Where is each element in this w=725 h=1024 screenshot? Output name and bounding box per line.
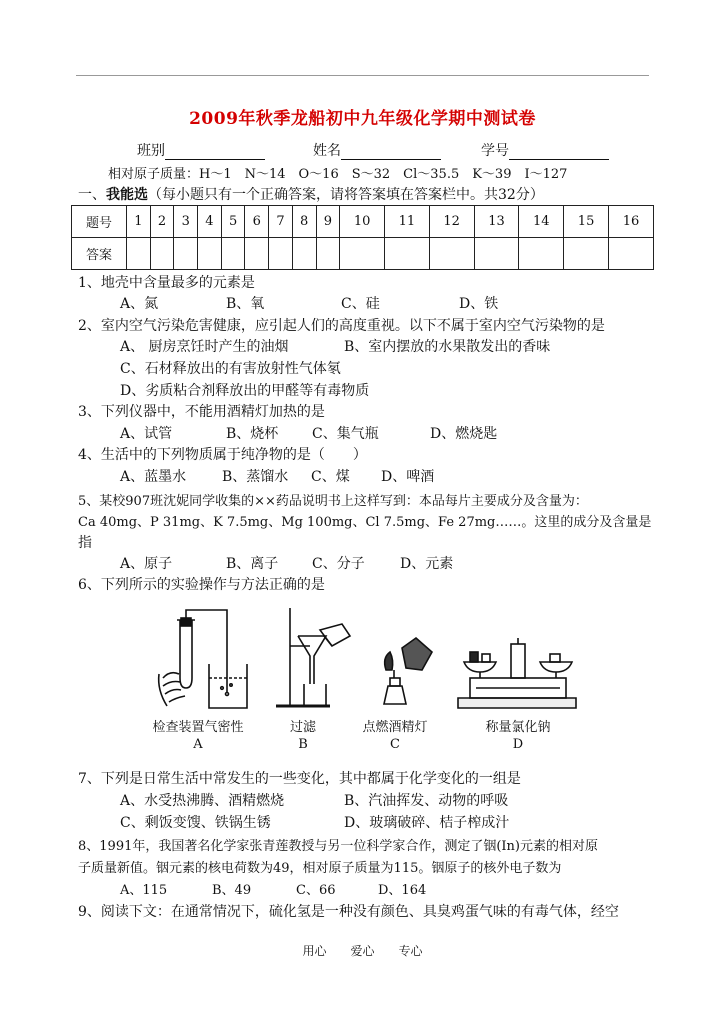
answer-cell[interactable] [340,238,385,270]
q8-line-2: 子质量新值。铟元素的核电荷数为49，相对原子质量为115。铟原子的核外电子数为 [78,861,562,876]
q4-stem: 4、生活中的下列物质属于纯净物的是（ ） [78,447,367,463]
figure-a-airtightness-check [155,608,255,713]
question-number: 5 [221,206,245,238]
q8-line-1: 8、1991年，我国著名化学家张青莲教授与另一位科学家合作，测定了铟(In)元素的相对原 [78,839,599,854]
q5-option-d[interactable]: D、元素 [400,556,454,572]
q3-option-c[interactable]: C、集气瓶 [312,426,379,442]
answer-cell[interactable] [474,238,519,270]
question-number: 8 [292,206,316,238]
question-number: 13 [474,206,519,238]
q4-option-d[interactable]: D、啤酒 [381,469,435,485]
row-label-number: 题号 [72,206,127,238]
question-number: 2 [150,206,174,238]
q7-stem: 7、下列是日常生活中常发生的一些变化，其中都属于化学变化的一组是 [78,771,521,787]
q8-option-c[interactable]: C、66 [296,883,336,898]
answer-cell[interactable] [564,238,609,270]
figure-d-weigh-sodium-chloride [456,636,581,712]
q6-stem: 6、下列所示的实验操作与方法正确的是 [78,577,325,593]
figure-c-caption: 点燃酒精灯 [362,720,428,735]
q9-line-1: 9、阅读下文：在通常情况下，硫化氢是一种没有颜色、具臭鸡蛋气味的有毒气体，经空 [78,904,619,920]
q1-stem: 1、地壳中含量最多的元素是 [78,275,255,291]
name-label: 姓名 [313,143,341,159]
question-number: 15 [564,206,609,238]
figure-b-caption: 过滤 [289,720,316,735]
class-label: 班别 [137,143,165,159]
q8-option-a[interactable]: A、115 [120,883,168,898]
question-number: 7 [269,206,293,238]
question-number: 6 [245,206,269,238]
answer-table-row-answers [72,238,654,270]
question-number: 11 [384,206,429,238]
answer-cell[interactable] [221,238,245,270]
q4-option-c[interactable]: C、煤 [311,469,350,485]
q5-line-2: Ca 40mg、P 31mg、K 7.5mg、Mg 100mg、Cl 7.5mg、Fe 27mg……。这里的成分及含量是 [78,515,652,530]
q1-option-d[interactable]: D、铁 [459,296,499,312]
question-number: 3 [174,206,198,238]
q7-option-b[interactable]: B、汽油挥发、动物的呼吸 [344,793,509,809]
page-footer: 用心 爱心 专心 [302,944,423,958]
answer-cell[interactable] [429,238,474,270]
id-label: 学号 [481,143,509,159]
answer-cell[interactable] [316,238,340,270]
q8-option-b[interactable]: B、49 [212,883,252,898]
question-number: 4 [198,206,222,238]
figure-b-letter: B [298,737,308,752]
answer-cell[interactable] [198,238,222,270]
question-number: 14 [519,206,564,238]
answer-cell[interactable] [127,238,151,270]
q3-option-b[interactable]: B、烧杯 [226,426,279,442]
q3-option-d[interactable]: D、燃烧匙 [430,426,498,442]
q2-stem: 2、室内空气污染危害健康，应引起人们的高度重视。以下不属于室内空气污染物的是 [78,318,605,334]
figure-d-caption: 称量氯化钠 [485,720,551,735]
answer-cell[interactable] [245,238,269,270]
answer-table-row-numbers [72,206,654,238]
figure-b-filtration [270,606,370,711]
q1-option-c[interactable]: C、硅 [341,296,380,312]
answer-cell[interactable] [608,238,653,270]
row-label-answer: 答案 [72,238,127,270]
q2-option-d[interactable]: D、劣质粘合剂释放出的甲醛等有毒物质 [120,383,370,399]
q3-stem: 3、下列仪器中，不能用酒精灯加热的是 [78,404,325,420]
q5-option-a[interactable]: A、原子 [120,556,173,572]
q8-option-d[interactable]: D、164 [378,883,427,898]
answer-cell[interactable] [174,238,198,270]
figure-c-light-alcohol-lamp [372,630,442,712]
atomic-mass-line: 相对原子质量：H～1 N～14 O～16 S～32 Cl～35.5 K～39 I～127 [108,167,568,182]
header-rule [76,75,649,76]
q5-line-1: 5、某校907班沈妮同学收集的××药品说明书上这样写到：本品每片主要成分及含量为： [78,494,588,509]
figure-a-caption: 检查装置气密性 [152,720,244,735]
q5-line-3: 指 [78,535,92,551]
q7-option-a[interactable]: A、水受热沸腾、酒精燃烧 [120,793,285,809]
class-blank[interactable] [165,144,265,160]
q7-option-c[interactable]: C、剩饭变馊、铁锅生锈 [120,815,271,831]
answer-cell[interactable] [384,238,429,270]
q1-option-a[interactable]: A、氮 [120,296,159,312]
section1-prefix: 一、 [78,187,106,203]
name-field [313,140,441,160]
q1-option-b[interactable]: B、氧 [226,296,265,312]
q5-option-c[interactable]: C、分子 [312,556,365,572]
question-number: 12 [429,206,474,238]
answer-cell[interactable] [150,238,174,270]
answer-cell[interactable] [519,238,564,270]
figure-d-letter: D [512,737,524,752]
figure-c-letter: C [390,737,400,752]
class-field [137,140,265,160]
question-number: 10 [340,206,385,238]
answer-cell[interactable] [292,238,316,270]
id-blank[interactable] [509,144,609,160]
id-field [481,140,609,160]
figure-a-letter: A [193,737,203,752]
name-blank[interactable] [341,144,441,160]
question-number: 16 [608,206,653,238]
question-number: 1 [127,206,151,238]
q4-option-a[interactable]: A、蓝墨水 [120,469,187,485]
q2-option-b[interactable]: B、室内摆放的水果散发出的香味 [344,339,551,355]
exam-title: 2009年秋季龙船初中九年级化学期中测试卷 [189,109,536,129]
q5-option-b[interactable]: B、离子 [226,556,279,572]
q3-option-a[interactable]: A、试管 [120,426,173,442]
answer-cell[interactable] [269,238,293,270]
section1-heading [78,184,544,204]
section1-desc: （每小题只有一个正确答案，请将答案填在答案栏中。共32分） [148,187,544,203]
q7-option-d[interactable]: D、玻璃破碎、桔子榨成汁 [344,815,510,831]
section1-title: 我能选 [106,187,148,203]
q2-option-a[interactable]: A、 厨房烹饪时产生的油烟 [120,339,289,355]
question-number: 9 [316,206,340,238]
q2-option-c[interactable]: C、石材释放出的有害放射性气体氡 [120,361,341,377]
q4-option-b[interactable]: B、蒸馏水 [222,469,289,485]
answer-table [71,205,654,270]
